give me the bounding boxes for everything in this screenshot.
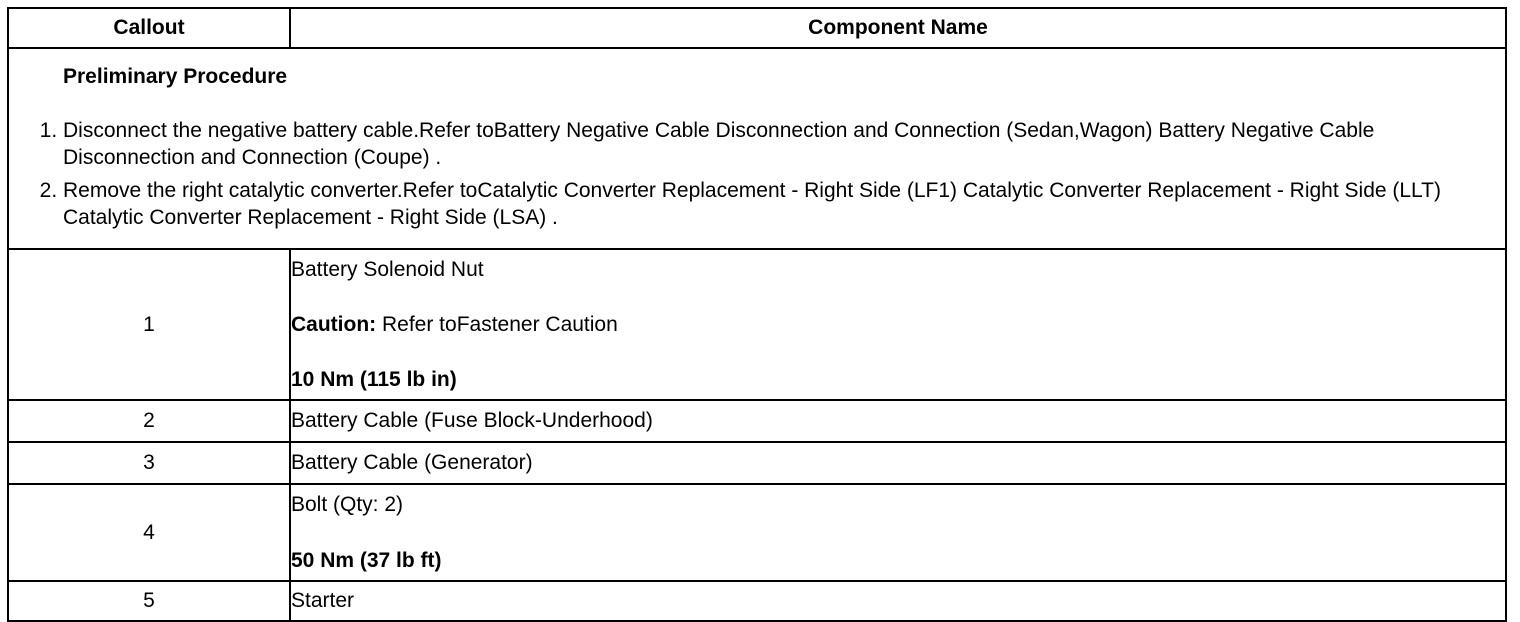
preliminary-title: Preliminary Procedure	[63, 65, 288, 89]
callout-cell: 4	[8, 484, 290, 581]
component-name: Battery Cable (Generator)	[290, 442, 1506, 484]
table-row	[8, 442, 1506, 484]
callout-header: Callout	[8, 8, 290, 48]
table-row	[8, 484, 1506, 581]
header-row	[8, 8, 1506, 48]
callout-cell: 3	[8, 442, 290, 484]
component-cell	[290, 249, 1506, 400]
component-table	[7, 7, 1507, 622]
preliminary-step-1: 1. Disconnect the negative battery cable.Refer toBattery Negative Cable Disconnection and Connection (Sedan,Wagon) Battery Negative Cable Disconnection and Connection (Coupe) .	[63, 117, 1495, 172]
preliminary-row	[8, 48, 1506, 249]
component-name-header: Component Name	[290, 8, 1506, 48]
component-name: Bolt (Qty: 2)	[291, 493, 404, 517]
table-row	[8, 400, 1506, 442]
caution-text: Refer toFastener Caution	[376, 312, 618, 336]
component-name: Battery Cable (Fuse Block-Underhood)	[290, 400, 1506, 442]
component-name: Starter	[290, 581, 1506, 621]
component-cell	[290, 484, 1506, 581]
callout-cell: 5	[8, 581, 290, 621]
torque-spec: 50 Nm (37 lb ft)	[291, 548, 442, 572]
caution-label: Caution:	[291, 312, 377, 336]
preliminary-steps	[27, 117, 1495, 232]
table-row	[8, 249, 1506, 400]
caution-note	[291, 311, 1505, 338]
callout-cell: 2	[8, 400, 290, 442]
callout-cell: 1	[8, 249, 290, 400]
table-row	[8, 581, 1506, 621]
component-name: Battery Solenoid Nut	[291, 257, 484, 281]
preliminary-procedure	[8, 48, 1506, 249]
preliminary-step-2: 2. Remove the right catalytic converter.Refer toCatalytic Converter Replacement - Right Side (LF1) Catalytic Converter Replacement - Right Side (LLT) Catalytic Converter Replacement - Right Side (LSA) .	[63, 177, 1495, 232]
torque-spec: 10 Nm (115 lb in)	[291, 368, 457, 392]
